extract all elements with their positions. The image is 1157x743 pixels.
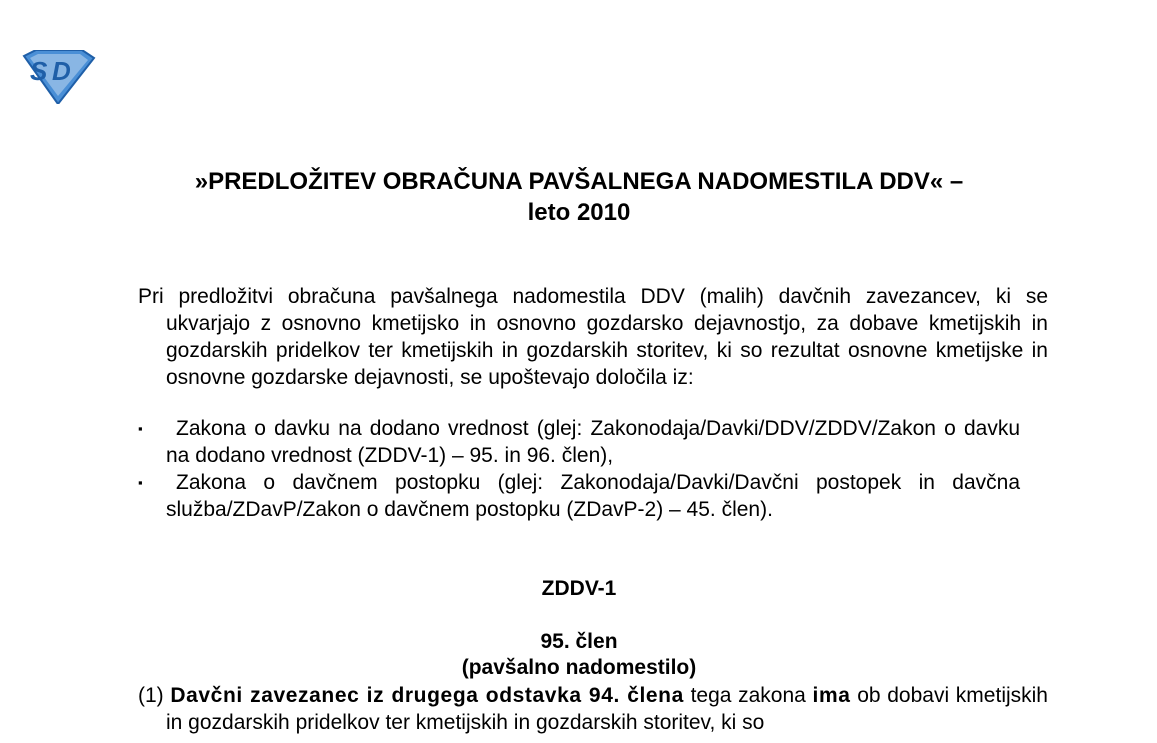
article-subtitle: (pavšalno nadomestilo) xyxy=(461,656,697,679)
bullet-marker: ▪ xyxy=(138,421,143,436)
bullet-marker: ▪ xyxy=(138,475,143,490)
sd-logo xyxy=(22,50,96,104)
list-item xyxy=(138,415,1020,469)
bullet-text: Zakona o davčnem postopku (glej: Zakonodaja/Davki/Davčni postopek in davčna služba/ZDavP/Zakon o davčnem postopku (ZDavP-2) – 45. člen). xyxy=(166,471,1020,521)
title-line-1: »PREDLOŽITEV OBRAČUNA PAVŠALNEGA NADOMESTILA DDV« – xyxy=(194,168,964,195)
article-heading: 95. člen xyxy=(540,630,618,653)
list-item xyxy=(138,469,1020,523)
paragraph-text-2: ob dobavi kmetijskih in gozdarskih pridelkov ter kmetijskih in gozdarskih storitev, ki so xyxy=(166,684,1048,734)
svg-text:S: S xyxy=(30,56,48,86)
paragraph-number: (1) xyxy=(138,684,164,707)
paragraph-bold-text-2: ima xyxy=(812,684,851,707)
article-paragraph-1 xyxy=(138,682,1048,736)
intro-paragraph: Pri predložitvi obračuna pavšalnega nadomestila DDV (malih) davčnih zavezancev, ki se ukvarjajo z osnovno kmetijsko in osnovno gozdarsko dejavnostjo, za dobave kmetijskih in gozdarskih pridelkov ter kmetijskih in gozdarskih storitev, ki so rezultat osnovne kmetijske in osnovne gozdarske dejavnosti, se upoštevajo določila iz: xyxy=(138,285,1048,389)
document-title xyxy=(138,166,1020,228)
paragraph-text-1: tega zakona xyxy=(690,684,806,707)
title-line-2: leto 2010 xyxy=(527,199,631,226)
svg-text:D: D xyxy=(52,56,71,86)
law-heading: ZDDV-1 xyxy=(541,577,617,600)
paragraph-bold-text-1: Davčni zavezanec iz drugega odstavka 94. člena xyxy=(170,684,684,707)
bullet-text: Zakona o davku na dodano vrednost (glej: Zakonodaja/Davki/DDV/ZDDV/Zakon o davku na dodano vrednost (ZDDV-1) – 95. in 96. člen), xyxy=(166,417,1020,467)
